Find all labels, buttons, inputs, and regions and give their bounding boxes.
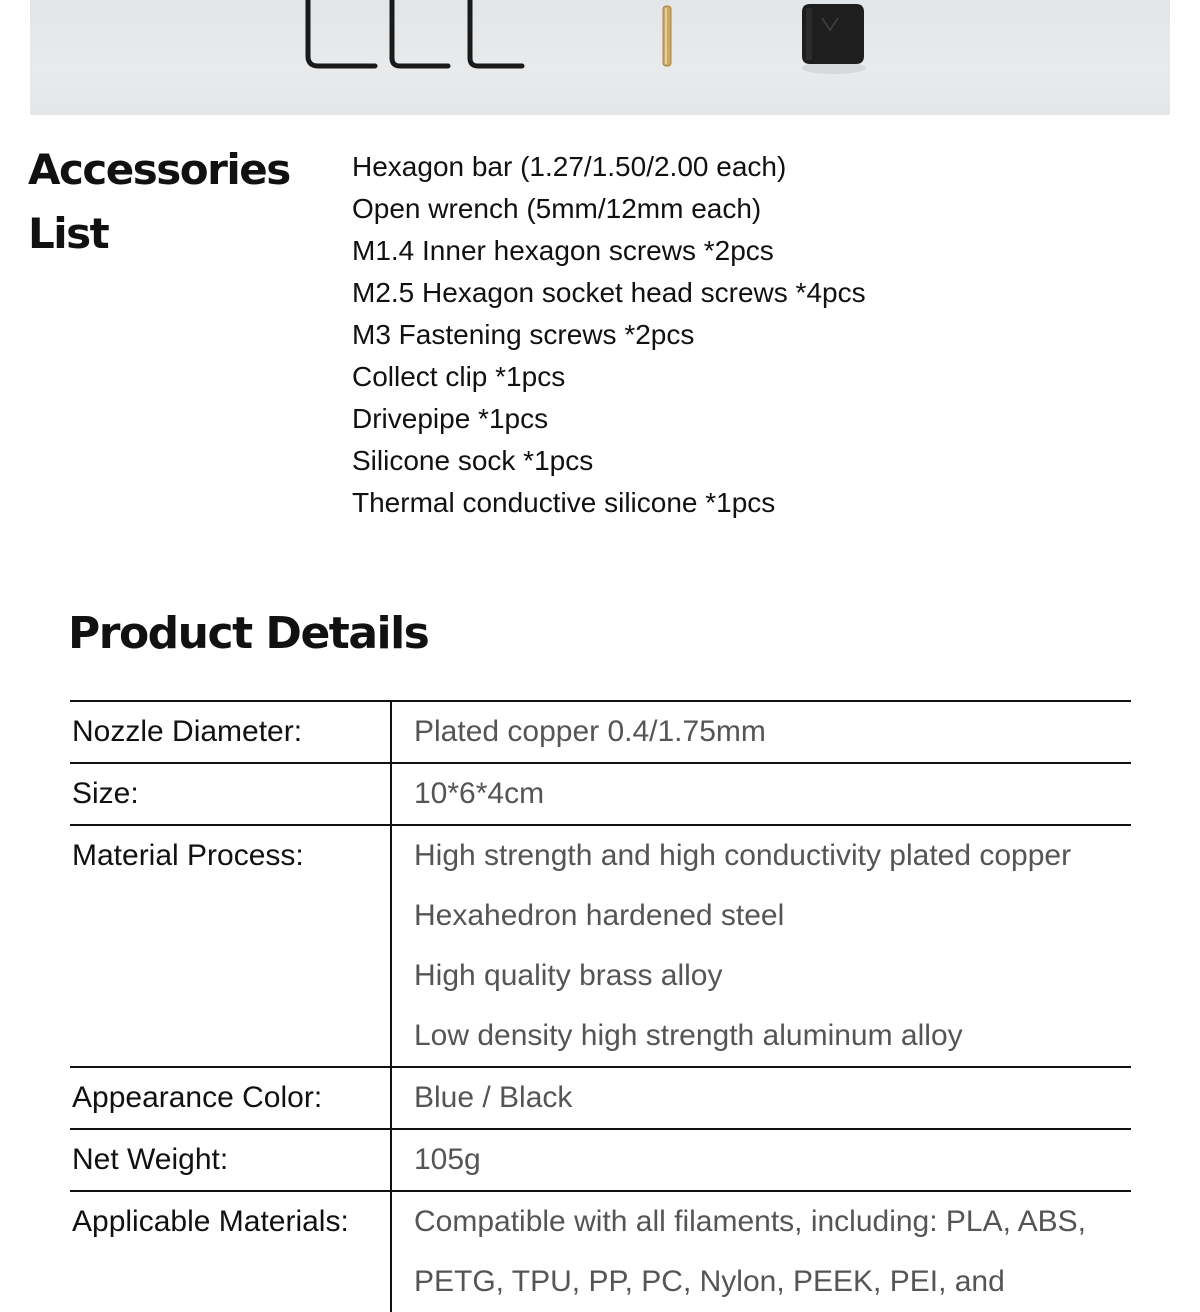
- row-label-net-weight: Net Weight:: [70, 1129, 391, 1191]
- table-row: [70, 1067, 1131, 1129]
- accessory-item: Hexagon bar (1.27/1.50/2.00 each): [352, 151, 787, 182]
- table-row: [70, 701, 1131, 763]
- hex-key-1: [308, 0, 375, 66]
- row-label-applicable-materials: Applicable Materials:: [70, 1191, 391, 1312]
- value-line: Compatible with all filaments, including: PLA, ABS,: [414, 1205, 1086, 1238]
- row-value-material-process: [391, 825, 1131, 1067]
- table-row: [70, 1191, 1131, 1312]
- value-line: 105g: [414, 1143, 481, 1176]
- accessory-item: M2.5 Hexagon socket head screws *4pcs: [352, 277, 866, 308]
- value-line: Plated copper 0.4/1.75mm: [414, 715, 766, 748]
- accessories-title: [28, 138, 328, 266]
- accessory-item: M1.4 Inner hexagon screws *2pcs: [352, 235, 774, 266]
- value-line: PETG, TPU, PP, PC, Nylon, PEEK, PEI, and: [414, 1265, 1005, 1298]
- accessories-list: [352, 146, 866, 524]
- accessories-title-line1: Accessories: [28, 145, 290, 194]
- accessory-item: M3 Fastening screws *2pcs: [352, 319, 695, 350]
- value-line: High quality brass alloy: [414, 959, 723, 992]
- row-value-size: [391, 763, 1131, 825]
- product-details-table: [70, 700, 1131, 1312]
- table-row: [70, 825, 1131, 1067]
- value-line: Low density high strength aluminum alloy: [414, 1019, 963, 1052]
- value-line: Blue / Black: [414, 1081, 573, 1114]
- accessory-item: Open wrench (5mm/12mm each): [352, 193, 762, 224]
- value-line: 10*6*4cm: [414, 777, 545, 810]
- value-line: Hexahedron hardened steel: [414, 899, 785, 932]
- accessories-photo: [30, 0, 1170, 115]
- row-value-net-weight: [391, 1129, 1131, 1191]
- value-line: High strength and high conductivity plated copper: [414, 839, 1072, 872]
- hex-key-2: [392, 0, 448, 66]
- accessory-item: Collect clip *1pcs: [352, 361, 566, 392]
- table-row: [70, 763, 1131, 825]
- row-value-nozzle-diameter: [391, 701, 1131, 763]
- product-details-title: Product Details: [68, 608, 429, 659]
- table-row: [70, 1129, 1131, 1191]
- row-label-size: Size:: [70, 763, 391, 825]
- accessory-item: Silicone sock *1pcs: [352, 445, 594, 476]
- row-value-appearance-color: [391, 1067, 1131, 1129]
- accessory-item: Drivepipe *1pcs: [352, 403, 549, 434]
- accessories-title-line2: List: [28, 209, 109, 258]
- row-label-material-process: Material Process:: [70, 825, 391, 1067]
- row-value-applicable-materials: [391, 1191, 1131, 1312]
- row-label-nozzle-diameter: Nozzle Diameter:: [70, 701, 391, 763]
- accessory-item: Thermal conductive silicone *1pcs: [352, 487, 776, 518]
- row-label-appearance-color: Appearance Color:: [70, 1067, 391, 1129]
- hex-key-3: [470, 0, 522, 66]
